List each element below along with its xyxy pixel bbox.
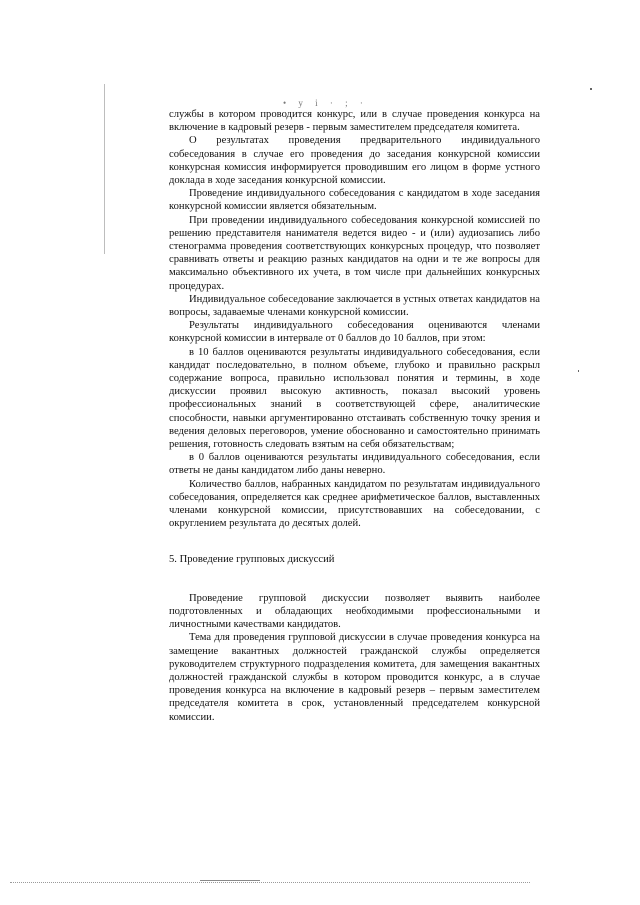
page-number-mark: • у і · ; ·	[283, 98, 368, 108]
paragraph: Проведение индивидуального собеседования с кандидатом в ходе заседания конкурсной комиссии является обязательным.	[169, 188, 540, 213]
list-item: в 0 баллов оцениваются результаты индивидуального собеседования, если ответы не даны кандидатом либо даны неверно.	[169, 452, 540, 477]
scan-speck	[578, 370, 579, 372]
scan-margin-line	[104, 84, 105, 254]
list-item: в 10 баллов оцениваются результаты индивидуального собеседования, если кандидат последовательно, в полном объеме, глубоко и правильно раскрыл содержание вопроса, правильно использовал понятия и термины, в ходе дискуссии проявил высокую активность, показал высокий уровень профессиональных знаний в соответствующей сфере, аналитические способности, навыки аргументированно отстаивать собственную точку зрения и ведения деловых переговоров, умение обоснованно и самостоятельно принимать решения, готовность следовать взятым на себя обязательствам;	[169, 346, 540, 451]
section-heading: 5. Проведение групповых дискуссий	[169, 553, 335, 565]
paragraph: Проведение групповой дискуссии позволяет выявить наиболее подготовленных и обладающих необходимыми профессиональными и личностными качествами кандидатов.	[169, 592, 540, 631]
scan-bottom-mark	[200, 880, 260, 881]
scan-speck	[590, 88, 592, 90]
paragraph: службы в котором проводится конкурс, или в случае проведения конкурса на включение в кадровый резерв - первым заместителем председателя комитета.	[169, 109, 540, 134]
paragraph: При проведении индивидуального собеседования конкурсной комиссией по решению представителя нанимателя ведется видео - и (или) аудиозапись либо стенограмма проведения соответствующих конкурсных процедур, что позволяет сравнивать ответы и реакцию разных кандидатов на одни и те же вопросы для максимально объективного их учета, в том числе при дальнейших конкурсных процедурах.	[169, 214, 540, 292]
paragraph: Тема для проведения групповой дискуссии в случае проведения конкурса на замещение вакантных должностей гражданской службы определяется руководителем структурного подразделения комитета, для замещения вакантных должностей гражданской службы в котором проводится конкурс, а в случае проведения конкурса на включение в кадровый резерв – первым заместителем председателя комитета в срок, установленный председателем конкурсной комиссии.	[169, 632, 540, 723]
scan-bottom-edge	[10, 881, 530, 883]
document-body	[169, 108, 540, 724]
paragraph: О результатах проведения предварительного индивидуального собеседования в случае его проведения до заседания конкурсной комиссии конкурсная комиссия информируется проводившим его лицом в форме устного доклада в ходе заседания конкурсной комиссии.	[169, 135, 540, 187]
paragraph: Количество баллов, набранных кандидатом по результатам индивидуального собеседования, определяется как среднее арифметическое баллов, выставленных членами конкурсной комиссии, присутствовавших на собеседовании, с округлением результата до десятых долей.	[169, 478, 540, 530]
paragraph: Индивидуальное собеседование заключается в устных ответах кандидатов на вопросы, задаваемые членами конкурсной комиссии.	[169, 293, 540, 319]
paragraph: Результаты индивидуального собеседования оцениваются членами конкурсной комиссии в интервале от 0 баллов до 10 баллов, при этом:	[169, 320, 540, 345]
